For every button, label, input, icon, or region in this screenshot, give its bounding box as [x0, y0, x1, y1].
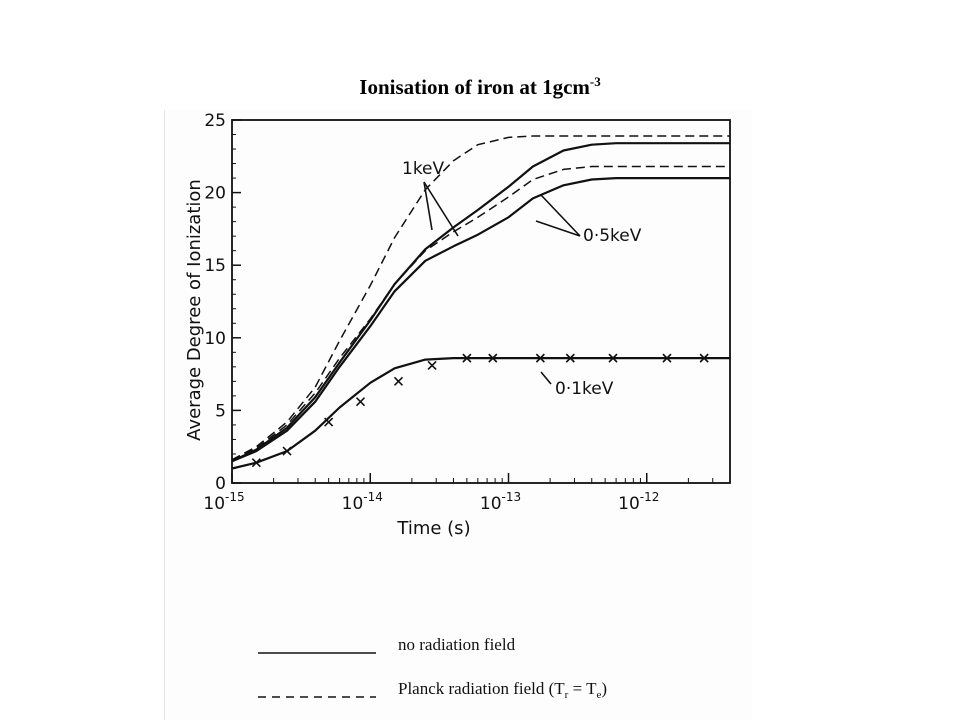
- series-marker-x: [356, 398, 364, 406]
- x-tick-label: $10^{-14}$: [341, 490, 383, 514]
- slide-title-superscript: -3: [589, 74, 601, 89]
- series-marker-x: [394, 377, 402, 385]
- y-tick-label: 10: [204, 328, 226, 349]
- legend: [258, 635, 607, 701]
- y-tick-label: 15: [204, 256, 226, 277]
- x-tick-label: $10^{-12}$: [618, 490, 660, 514]
- annotations-group: [402, 159, 642, 399]
- y-tick-label: 0: [215, 474, 226, 494]
- slide-title-text: Ionisation of iron at 1gcm: [359, 75, 590, 99]
- y-tick-label: 25: [204, 111, 226, 131]
- annotation-0-1kev-leader: [541, 372, 551, 384]
- y-tick-label: 20: [204, 183, 226, 204]
- series-line-2: [232, 178, 730, 461]
- y-tick-label: 5: [215, 401, 226, 422]
- annotation-0-5kev: 0·5keV: [583, 226, 642, 246]
- x-axis-title: Time (s): [397, 518, 471, 539]
- series-marker-x: [428, 361, 436, 369]
- annotation-0-5kev-leader: [536, 195, 580, 236]
- series-group: [232, 136, 730, 469]
- legend-solid-label: no radiation field: [398, 635, 516, 654]
- series-line-3: [232, 167, 730, 460]
- annotation-0-1kev: 0·1keV: [555, 379, 614, 399]
- series-line-0: [232, 143, 730, 461]
- legend-dashed-label: Planck radiation field $(T_r = T_e)$: [398, 679, 608, 701]
- annotation-1kev-leader: [424, 182, 458, 236]
- y-axis-title: Average Degree of Ionization: [184, 179, 205, 441]
- x-tick-label: $10^{-15}$: [203, 490, 245, 514]
- plot-frame: [232, 120, 730, 483]
- x-tick-label: $10^{-13}$: [479, 490, 522, 514]
- series-line-4: [232, 358, 730, 468]
- annotation-1kev: 1keV: [402, 159, 445, 179]
